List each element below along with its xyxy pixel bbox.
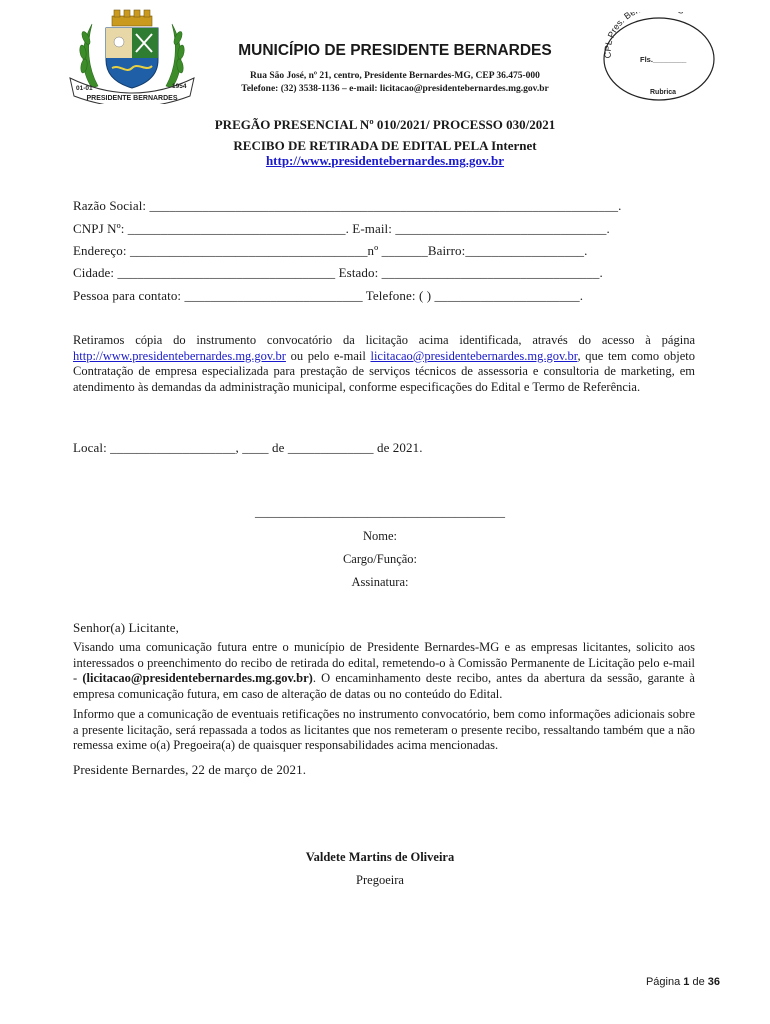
visando-email-bold: (licitacao@presidentebernardes.mg.gov.br) (82, 671, 313, 685)
stamp-rubrica: Rubrica (650, 89, 677, 96)
field-contato-telefone[interactable]: Pessoa para contato: ___________________________ Telefone: ( ) ______________________. (73, 288, 584, 303)
document-title: PREGÃO PRESENCIAL Nº 010/2021/ PROCESSO 030/2021 (214, 117, 556, 132)
retiramos-text-2: , que tem como objeto Contratação de empresa especializada para prestação de serviços técnicos de assessoria e consultoria de marketing, em atendimento às demandas da administração municipal, conforme especificações do Edital e Termo de Referência. (73, 348, 695, 394)
page-total: 36 (707, 976, 720, 988)
org-address: Rua São José, nº 21, centro, Presidente Bernardes-MG, CEP 36.475-000 (250, 71, 540, 81)
org-name: MUNICÍPIO DE PRESIDENTE BERNARDES (238, 42, 552, 59)
field-endereco[interactable]: Endereço: ____________________________________nº _______Bairro:__________________. (73, 243, 588, 258)
document-subtitle: RECIBO DE RETIRADA DE EDITAL PELA Internet (233, 138, 537, 153)
paragraph-visando (73, 640, 695, 702)
signer-role: Pregoeira (356, 873, 404, 887)
paragraph-informo: Informo que a comunicação de eventuais retificações no instrumento convocatório, bem como informações adicionais sobre a presente licitação, será repassada a todos as licitantes que nos remeteram o presente recibo, ressaltando também que a não remessa exime o(a) Pregoeira(a) de quaisquer responsabilidades acima mencionadas. (73, 707, 695, 752)
salutation: Senhor(a) Licitante, (73, 620, 179, 635)
field-cidade-estado[interactable]: Cidade: _________________________________ Estado: _________________________________. (73, 265, 603, 280)
signer-name: Valdete Martins de Oliveira (305, 850, 455, 864)
page-number (630, 976, 720, 988)
page-current: 1 (683, 976, 690, 988)
retiramos-website-link[interactable]: http://www.presidentebernardes.mg.gov.br (73, 348, 286, 363)
org-phone-email: Telefone: (32) 3538-1136 – e-mail: licitacao@presidentebernardes.mg.gov.br (241, 84, 549, 94)
retiramos-text-mid: ou pelo e-mail (285, 348, 371, 363)
logo-year-right: 1954 (172, 83, 187, 90)
label-assinatura: Assinatura: (351, 575, 409, 589)
retiramos-text-1: Retiramos cópia do instrumento convocatório da licitação acima identificada, através do acesso à página (73, 333, 695, 347)
signature-line: ________________________________________ (255, 505, 505, 519)
logo-year-left: 01-01 (76, 85, 93, 92)
field-local-data[interactable]: Local: ___________________, ____ de _____________ de 2021. (73, 440, 423, 455)
label-nome: Nome: (362, 529, 398, 543)
label-cargo: Cargo/Função: (342, 552, 418, 566)
field-razao-social[interactable]: Razão Social: _______________________________________________________________________. (73, 198, 622, 213)
stamp-fls: Fls.________ (640, 55, 687, 64)
website-link[interactable]: http://www.presidentebernardes.mg.gov.br (265, 153, 505, 168)
cpl-stamp (600, 12, 718, 102)
page-prefix: Página (645, 976, 684, 988)
retiramos-email-link[interactable]: licitacao@presidentebernardes.mg.gov.br (370, 348, 578, 363)
visando-text-2: . O encaminhamento deste recibo, antes da abertura da sessão, garante à empresa comunicação futura, em caso de alteração de datas ou no conteúdo do Edital. (73, 671, 695, 701)
stamp-arc-text: CPL Pres. Be (602, 12, 638, 59)
paragraph-retiramos (73, 333, 695, 395)
page-separator: de (689, 976, 708, 988)
date-place: Presidente Bernardes, 22 de março de 2021. (73, 762, 307, 777)
logo-banner-text: PRESIDENTE BERNARDES (86, 95, 178, 102)
municipal-coat-of-arms (62, 8, 202, 104)
field-cnpj-email[interactable]: CNPJ Nº: _________________________________. E-mail: ________________________________. (73, 221, 610, 236)
visando-text-1: Visando uma comunicação futura entre o município de Presidente Bernardes-MG e as empresas licitantes, solicito aos interessados o preenchimento do recibo de retirada do edital, remetendo-o à Comissão Permanente de Licitação pelo e-mail - (73, 640, 695, 685)
